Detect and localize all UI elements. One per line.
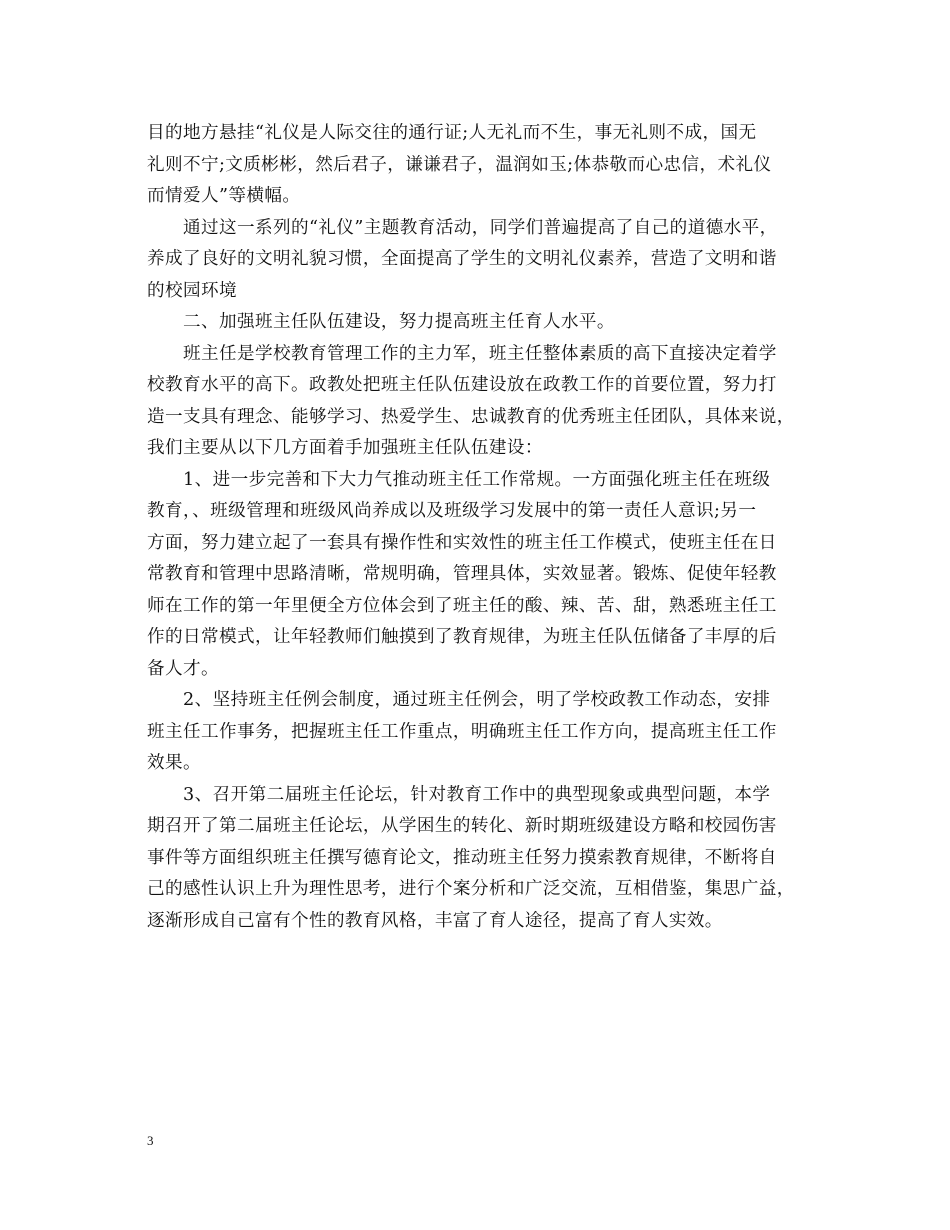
text-line: 礼则不宁;文质彬彬，然后君子，谦谦君子，温润如玉;体恭敬而心忠信，术礼仪 — [147, 154, 772, 175]
text-line: 常教育和管理中思路清晰，常规明确，管理具体，实效显著。锻炼、促使年轻教 — [147, 564, 777, 584]
text-line: 通过这一系列的“礼仪”主题教育活动，同学们普遍提高了自己的道德水平， — [183, 217, 778, 238]
document-body — [147, 118, 807, 937]
text-line: 3、召开第二届班主任论坛，针对教育工作中的典型现象或典型问题，本学 — [183, 784, 771, 805]
text-line: 逐渐形成自己富有个性的教育风格，丰富了育人途径，提高了育人实效。 — [147, 910, 723, 931]
text-line: 班主任是学校教育管理工作的主力军，班主任整体素质的高下直接决定着学 — [183, 343, 777, 364]
text-line: 班主任工作事务，把握班主任工作重点，明确班主任工作方向，提高班主任工作 — [147, 721, 777, 742]
text-line: 方面，努力建立起了一套具有操作性和实效性的班主任工作模式，使班主任在日 — [147, 532, 777, 553]
text-line: 而情爱人”等横幅。 — [147, 186, 301, 206]
text-line: 2、坚持班主任例会制度，通过班主任例会，明了学校政教工作动态，安排 — [183, 690, 771, 710]
text-line: 事件等方面组织班主任撰写德育论文，推动班主任努力摸索教育规律，不断将自 — [147, 847, 777, 868]
text-line: 造一支具有理念、能够学习、热爱学生、忠诚教育的优秀班主任团队，具体来说， — [147, 406, 795, 427]
text-line: 养成了良好的文明礼貌习惯，全面提高了学生的文明礼仪素养，营造了文明和谐 — [147, 249, 777, 269]
text-line: 备人才。 — [147, 658, 219, 679]
text-line: 校教育水平的高下。政教处把班主任队伍建设放在政教工作的首要位置，努力打 — [147, 375, 777, 395]
text-line: 1、进一步完善和下大力气推动班主任工作常规。一方面强化班主任在班级 — [183, 469, 771, 490]
text-line: 己的感性认识上升为理性思考，进行个案分析和广泛交流，互相借鉴，集思广益， — [147, 879, 795, 899]
text-line: 我们主要从以下几方面着手加强班主任队伍建设： — [147, 438, 543, 458]
text-line: 期召开了第二届班主任论坛，从学困生的转化、新时期班级建设方略和校园伤害 — [147, 816, 777, 836]
text-line: 效果。 — [147, 753, 201, 773]
page-number: 3 — [147, 1133, 154, 1148]
text-line: 的校园环境 — [147, 280, 237, 301]
text-line: 师在工作的第一年里便全方位体会到了班主任的酸、辣、苦、甜，熟悉班主任工 — [147, 595, 777, 616]
text-line: 作的日常模式，让年轻教师们触摸到了教育规律，为班主任队伍储备了丰厚的后 — [147, 627, 777, 647]
text-line: 目的地方悬挂“礼仪是人际交往的通行证;人无礼而不生，事无礼则不成，国无 — [147, 123, 757, 143]
text-line: 二、加强班主任队伍建设，努力提高班主任育人水平。 — [183, 312, 615, 332]
text-line: 教育，、班级管理和班级风尚养成以及班级学习发展中的第一责任人意识;另一 — [147, 501, 757, 521]
